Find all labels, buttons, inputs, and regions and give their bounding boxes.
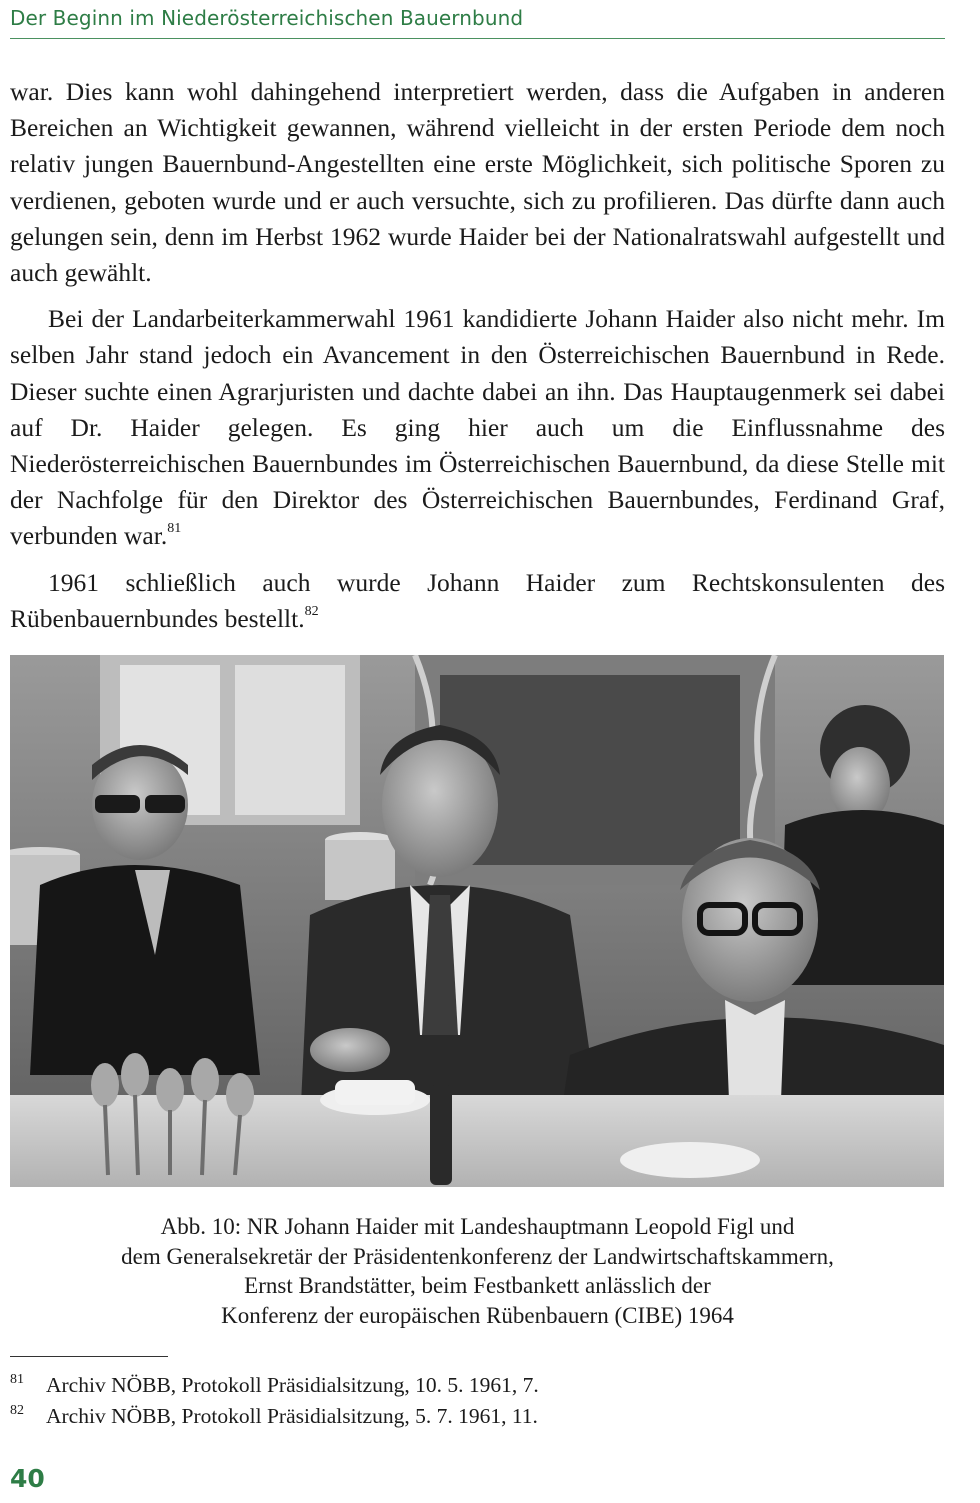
page-number: 40 — [10, 1464, 45, 1493]
footnote — [10, 1370, 945, 1401]
footnote-divider — [10, 1356, 168, 1357]
paragraph-text: Bei der Landarbeiterkammerwahl 1961 kandidierte Johann Haider also nicht mehr. Im selben Jahr stand jedoch ein Avancement in den Österreichischen Bauernbund in Rede. Dieser suchte einen Agrarjuristen und dachte dabei an ihn. Das Hauptaugenmerk sei dabei auf Dr. Haider gelegen. Es ging hier auch um die Einflussnahme des Niederösterreichischen Bauernbundes im Österreichischen Bauernbund, da diese Stelle mit der Nachfolge für den Direktor des Österreichischen Bauernbundes, Ferdinand Graf, verbunden war. — [10, 304, 945, 551]
footnote-number: 82 — [10, 1403, 24, 1418]
footnote-ref[interactable]: 82 — [304, 603, 319, 619]
caption-line: Konferenz der europäischen Rübenbauern (CIBE) 1964 — [221, 1302, 734, 1328]
caption-line: Ernst Brandstätter, beim Festbankett anlässlich der — [244, 1273, 711, 1298]
footnote — [10, 1401, 945, 1432]
body-text — [10, 74, 945, 637]
paragraph — [10, 301, 945, 554]
footnote-ref[interactable]: 81 — [167, 521, 182, 537]
banquet-photo — [10, 655, 944, 1187]
paragraph-text: war. Dies kann wohl dahingehend interpretiert werden, dass die Aufgaben in anderen Bereichen an Wichtigkeit gewannen, während vielleicht in der ersten Periode dem noch relativ jungen Bauernbund-Angestellten eine erste Möglichkeit, sich politische Sporen zu verdienen, geboten wurde und er auch versuchte, sich zu profilieren. Das dürfte dann auch gelungen sein, denn im Herbst 1962 wurde Haider bei der Nationalratswahl aufgestellt und auch gewählt. — [10, 77, 945, 288]
footnote-number: 81 — [10, 1372, 24, 1387]
footnotes — [10, 1370, 945, 1432]
caption-line: Abb. 10: NR Johann Haider mit Landeshauptmann Leopold Figl und — [160, 1214, 795, 1239]
paragraph — [10, 74, 945, 291]
paragraph — [10, 565, 945, 637]
running-head: Der Beginn im Niederösterreichischen Bauernbund — [10, 6, 945, 39]
footnote-text: Archiv NÖBB, Protokoll Präsidialsitzung, 5. 7. 1961, 11. — [46, 1404, 538, 1428]
figure-caption — [10, 1212, 945, 1330]
footnote-text: Archiv NÖBB, Protokoll Präsidialsitzung, 10. 5. 1961, 7. — [46, 1373, 539, 1397]
paragraph-text: 1961 schließlich auch wurde Johann Haider zum Rechtskonsulenten des Rübenbauernbundes bestellt. — [10, 567, 945, 633]
caption-line: dem Generalsekretär der Präsidentenkonferenz der Landwirtschaftskammern, — [121, 1243, 834, 1269]
